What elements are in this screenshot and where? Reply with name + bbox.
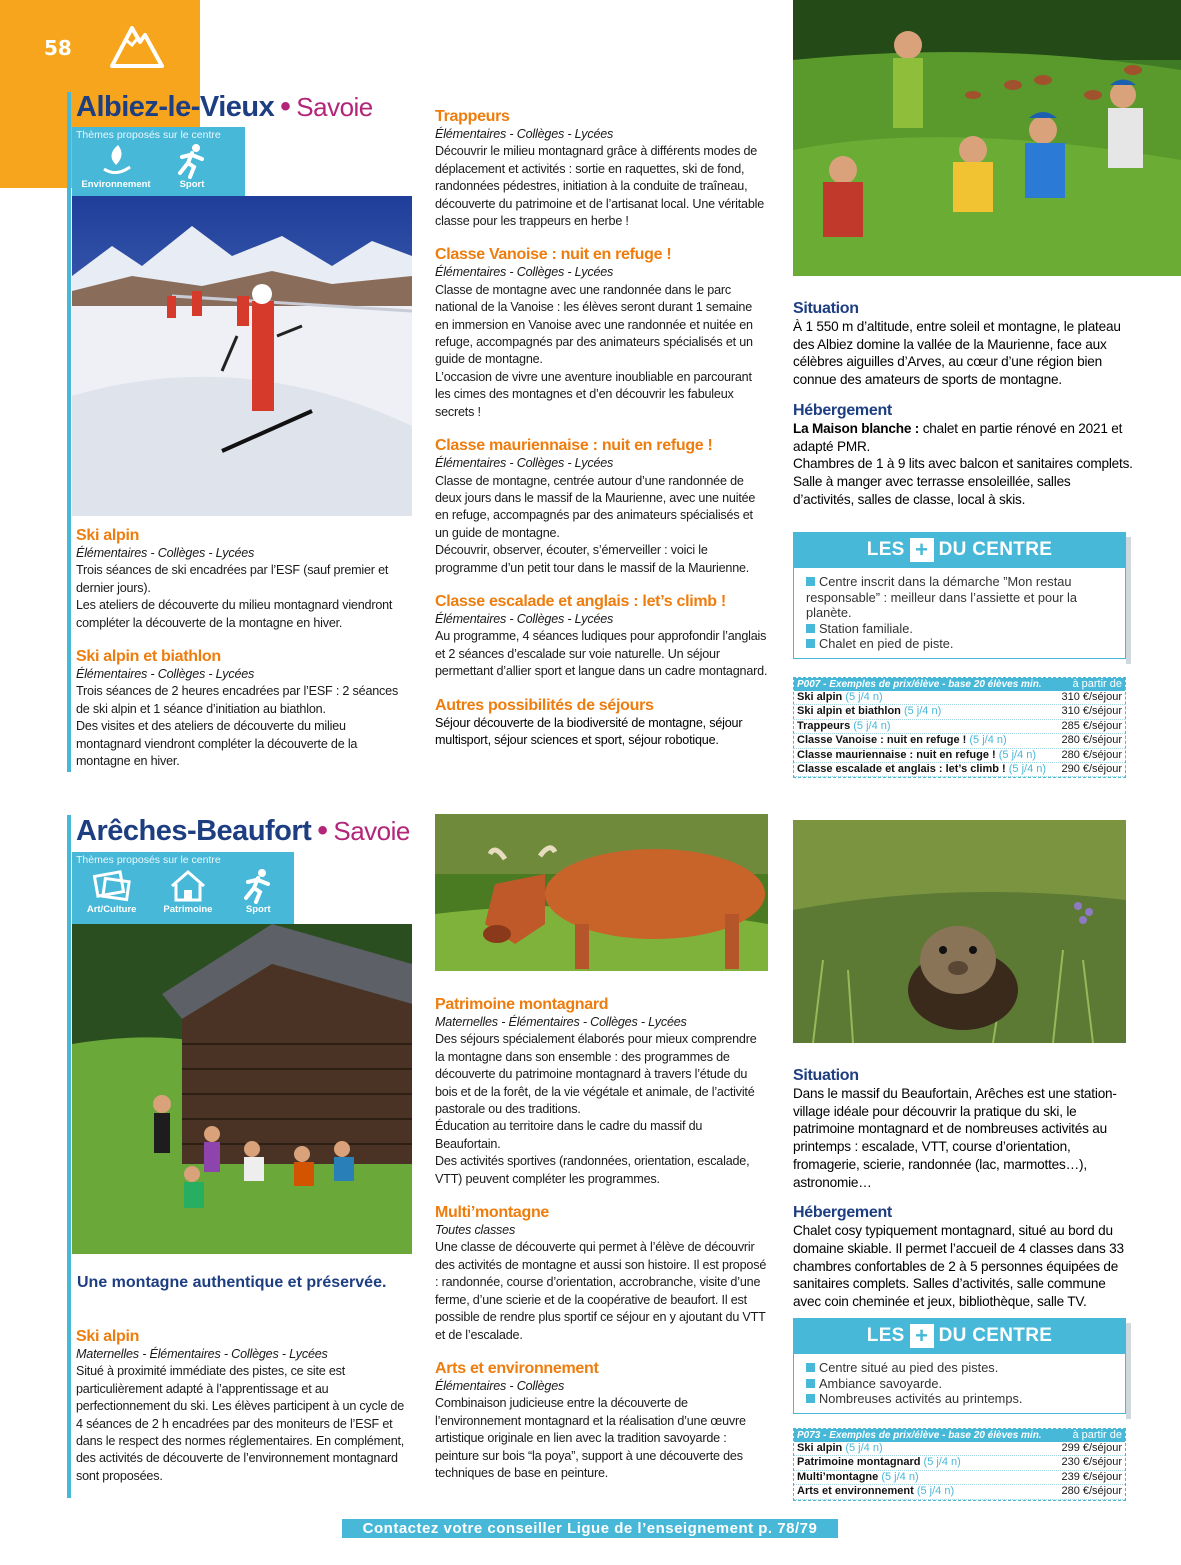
price-code: P007 - Exemples de prix/élève - base 20 élèves min. (797, 679, 1042, 690)
price-row: Ski alpin (5 j/4 n) 299 €/séjour (794, 1442, 1125, 1456)
environment-icon (96, 143, 136, 179)
price-row: Multi’montagne (5 j/4 n) 239 €/séjour (794, 1471, 1125, 1485)
hebergement-lead: La Maison blanche : (793, 420, 920, 436)
price-row: Ski alpin et biathlon (5 j/4 n) 310 €/séjour (794, 705, 1125, 719)
page-number: 58 (44, 36, 72, 60)
activity-title: Multi’montagne (435, 1204, 550, 1222)
theme-sport: Sport (179, 179, 205, 190)
centre1-right-column (793, 299, 1133, 508)
activity-levels: Élémentaires - Collèges - Lycées (435, 265, 614, 280)
plus-item: Station familiale. (806, 621, 1115, 637)
activity-title: Classe mauriennaise : nuit en refuge ! (435, 437, 713, 455)
centre-region: Savoie (296, 92, 373, 122)
activity-levels: Maternelles - Élémentaires - Collèges - Lycées (435, 1015, 687, 1029)
plus-header-a: LES (866, 539, 905, 560)
bullet-dot: • (280, 90, 291, 123)
plus-header-b: DU CENTRE (938, 1325, 1053, 1346)
centre-name: Albiez-le-Vieux (76, 91, 275, 123)
theme-sport: Sport (245, 904, 271, 915)
centre2-middle-column (435, 995, 768, 1482)
activity-text: Découvrir, observer, écouter, s’émerveiller : voici le programme d’un petit tour dans le massif de la Maurienne. (435, 543, 750, 575)
centre-region: Savoie (333, 816, 410, 846)
activity-text: Classe de montagne, centrée autour d’une randonnée de deux jours dans le massif de la Maurienne, avec une nuitée en refuge, accompagnés par des animateurs spécialisés et un guide de montagne. (435, 473, 756, 540)
other-title: Autres possibilités de séjours (435, 696, 654, 714)
art-culture-icon (92, 868, 132, 904)
plus-item: Centre situé au pied des pistes. (806, 1360, 1115, 1376)
photo-marmot (793, 820, 1126, 1043)
plus-item: Chalet en pied de piste. (806, 636, 1115, 652)
activity-text: Des activités sportives (randonnées, orientation, escalade, VTT) peuvent compléter les programmes. (435, 1154, 750, 1186)
activity-title: Ski alpin (76, 527, 140, 544)
activity-text: Au programme, 4 séances ludiques pour approfondir l’anglais et 2 séances d’escalade sur voie naturelle. Un séjour permettant d’allier sport et langue dans un cadre montagnard. (435, 629, 768, 679)
activity-title: Ski alpin et biathlon (76, 648, 221, 666)
activity-text: Découvrir le milieu montagnard grâce à différents modes de déplacement et activités : sortie en raquettes, ski de fond, randonnées pédestres, initiation à la conduite de traîneau, découverte du patrimoine et de l’artisanat local. Une véritable classe pour les trappeurs en herbe ! (435, 144, 765, 229)
situation-title: Situation (793, 1067, 859, 1084)
price-from: à partir de (1072, 678, 1122, 690)
themes-label: Thèmes proposés sur le centre (76, 129, 221, 141)
price-from: à partir de (1072, 1429, 1122, 1441)
theme-environment: Environnement (81, 179, 151, 190)
plus-header (793, 1318, 1126, 1354)
activity-levels: Maternelles - Élémentaires - Collèges - Lycées (76, 1347, 328, 1361)
mountain-icon (110, 22, 164, 68)
plus-box (793, 532, 1126, 659)
sport-icon (172, 143, 212, 179)
activity-text: Situé à proximité immédiate des pistes, ce site est particulièrement adapté à l’apprentissage et au perfectionnement du ski. Les élèves participent à un cycle de 4 séances de 2 h encadrées par des moniteurs de l’ESF et dans le respect des normes réglementaires. En complément, des activités de découverte de l’environnement montagnard sont proposées. (76, 1364, 405, 1483)
plus-header (793, 532, 1126, 568)
section-bar (67, 815, 71, 1498)
photo-ski (72, 196, 412, 516)
centre2-right-column (793, 1066, 1133, 1311)
theme-patrimoine: Patrimoine (163, 904, 213, 915)
plus-item: Centre inscrit dans la démarche ”Mon restau responsable” : meilleur dans l’assiette et pour la planète. (806, 574, 1078, 620)
activity-text: Trois séances de 2 heures encadrées par l’ESF : 2 séances de ski alpin et 1 séance d’initiation au biathlon. (76, 684, 399, 716)
price-row: Arts et environnement (5 j/4 n) 280 €/séjour (794, 1485, 1125, 1499)
tagline: Une montagne authentique et préservée. (77, 1274, 387, 1291)
heritage-icon (168, 868, 208, 904)
photo-chalet (72, 924, 412, 1254)
theme-art-culture: Art/Culture (86, 904, 137, 915)
hebergement-text: chalet en partie rénové en 2021 et adapté PMR. (793, 420, 1123, 454)
price-table (793, 677, 1126, 778)
activity-title: Ski alpin (76, 1328, 140, 1345)
activity-text: Combinaison judicieuse entre la découverte de l’environnement montagnard et la réalisation d’une œuvre artistique originale en lien avec la tradition savoyarde : peinture sur bois “la poya”, support à une découverte des techniques de base en peinture. (435, 1396, 746, 1480)
activity-text: Une classe de découverte qui permet à l’élève de découvrir des activités de montagne et aussi son histoire. Il est proposé : randonnée, course d’orientation, accrobranche, visite d’une ferme, d’une scierie et de la coopérative de beaufort. Il est possible de rendre plus sportif ce séjour en y ajoutant du VTT et de l’escalade. (435, 1240, 767, 1342)
hebergement-text2: Chambres de 1 à 9 lits avec balcon et sanitaires complets. Salle à manger avec terrasse ensoleillée, salles d’activités, salles de classe, local à skis. (793, 456, 1133, 507)
price-row: Classe escalade et anglais : let’s climb ! (5 j/4 n) 290 €/séjour (794, 763, 1125, 777)
activity-text: Les ateliers de découverte du milieu montagnard viendront compléter la découverte de la montagne en hiver. (76, 598, 393, 630)
activity-title: Trappeurs (435, 108, 510, 125)
centre1-left-column (76, 526, 406, 770)
activity-text: Trois séances de ski encadrées par l’ESF (sauf premier et dernier jours). (76, 563, 389, 595)
activity-levels: Élémentaires - Collèges - Lycées (435, 456, 614, 471)
activity-text: Des séjours spécialement élaborés pour mieux comprendre la montagne dans son ensemble : des programmes de découverte du patrimoine montagnard à travers l’étude du bois et de la forêt, de la vie végétale et animale, de l’activité pastorale ou des traditions. (435, 1032, 757, 1117)
plus-icon: + (910, 1324, 934, 1348)
themes-label: Thèmes proposés sur le centre (76, 854, 221, 866)
plus-item: Nombreuses activités au printemps. (806, 1391, 1115, 1407)
section-bar (67, 92, 71, 772)
price-row: Trappeurs (5 j/4 n) 285 €/séjour (794, 720, 1125, 734)
centre1-middle-column (435, 107, 768, 749)
activity-title: Patrimoine montagnard (435, 996, 609, 1013)
price-table (793, 1428, 1126, 1501)
plus-box (793, 1318, 1126, 1414)
centre-title (76, 90, 373, 124)
price-code: P073 - Exemples de prix/élève - base 20 élèves min. (797, 1430, 1042, 1441)
activity-levels: Toutes classes (435, 1223, 516, 1238)
themes-box (72, 852, 294, 930)
activity-text: Classe de montagne avec une randonnée dans le parc national de la Vanoise : les élèves seront durant 1 semaine en immersion en Vanoise avec une randonnée et nuitée en refuge, accompagnés par des animateurs spécialisés et un guide de montagne. (435, 282, 753, 367)
activity-levels: Élémentaires - Collèges - Lycées (435, 611, 614, 626)
activity-text: Éducation au territoire dans le cadre du massif du Beaufortain. (435, 1119, 703, 1151)
themes-box (72, 127, 245, 203)
activity-levels: Élémentaires - Collèges - Lycées (76, 546, 255, 560)
activity-title: Arts et environnement (435, 1359, 599, 1377)
situation-title: Situation (793, 300, 859, 317)
photo-meadow (793, 0, 1181, 276)
activity-text: L’occasion de vivre une aventure inoubliable en parcourant les cimes des montagnes et d’en découvrir les fabuleux secrets ! (435, 369, 752, 419)
activity-levels: Élémentaires - Collèges (435, 1378, 565, 1393)
plus-header-b: DU CENTRE (938, 539, 1053, 560)
activity-levels: Élémentaires - Collèges - Lycées (76, 667, 255, 682)
price-row: Classe Vanoise : nuit en refuge ! (5 j/4 n) 280 €/séjour (794, 734, 1125, 748)
price-row: Classe mauriennaise : nuit en refuge ! (5 j/4 n) 280 €/séjour (794, 749, 1125, 763)
centre-title (76, 814, 410, 848)
sport-icon (238, 868, 278, 904)
footer-contact[interactable]: Contactez votre conseiller Ligue de l’enseignement p. 78/79 (342, 1519, 838, 1538)
hebergement-title: Hébergement (793, 401, 892, 419)
centre2-left-column (76, 1327, 406, 1485)
activity-title: Classe Vanoise : nuit en refuge ! (435, 246, 672, 264)
price-row: Patrimoine montagnard (5 j/4 n) 230 €/séjour (794, 1456, 1125, 1470)
plus-item: Ambiance savoyarde. (806, 1376, 1115, 1392)
centre-name: Arêches-Beaufort (76, 815, 312, 847)
situation-text: Dans le massif du Beaufortain, Arêches est une station-village idéale pour découvrir la pratique du ski, le patrimoine montagnard et de nombreuses activités au printemps : escalade, VTT, course d’orientation, fromagerie, scierie, randonnée (lac, marmottes…), astronomie… (793, 1086, 1117, 1190)
activity-title: Classe escalade et anglais : let’s climb ! (435, 592, 726, 610)
activity-levels: Élémentaires - Collèges - Lycées (435, 127, 614, 141)
activity-text: Des visites et des ateliers de découverte du milieu montagnard viendront compléter la découverte de la montagne en hiver. (76, 719, 358, 769)
hebergement-title: Hébergement (793, 1204, 892, 1222)
situation-text: À 1 550 m d’altitude, entre soleil et montagne, le plateau des Albiez domine la vallée de la Maurienne, face aux célèbres aiguilles d’Arves, au cœur d’une région bien connue des amateurs de sports de montagne. (793, 319, 1121, 388)
plus-header-a: LES (866, 1325, 905, 1346)
other-text: Séjour découverte de la biodiversité de montagne, séjour multisport, séjour sciences et sport, séjour robotique. (435, 715, 743, 747)
bullet-dot: • (317, 814, 328, 847)
price-row: Ski alpin (5 j/4 n) 310 €/séjour (794, 691, 1125, 705)
photo-cow (435, 814, 768, 971)
plus-icon: + (910, 538, 934, 562)
hebergement-text: Chalet cosy typiquement montagnard, situé au bord du domaine skiable. Il permet l’accueil de 4 classes dans 33 chambres confortables de 2 à 5 personnes équipées de sanitaires complets. Salles d’activités, salle commune avec coin cheminée et jeux, bibliothèque, salle TV. (793, 1223, 1124, 1310)
